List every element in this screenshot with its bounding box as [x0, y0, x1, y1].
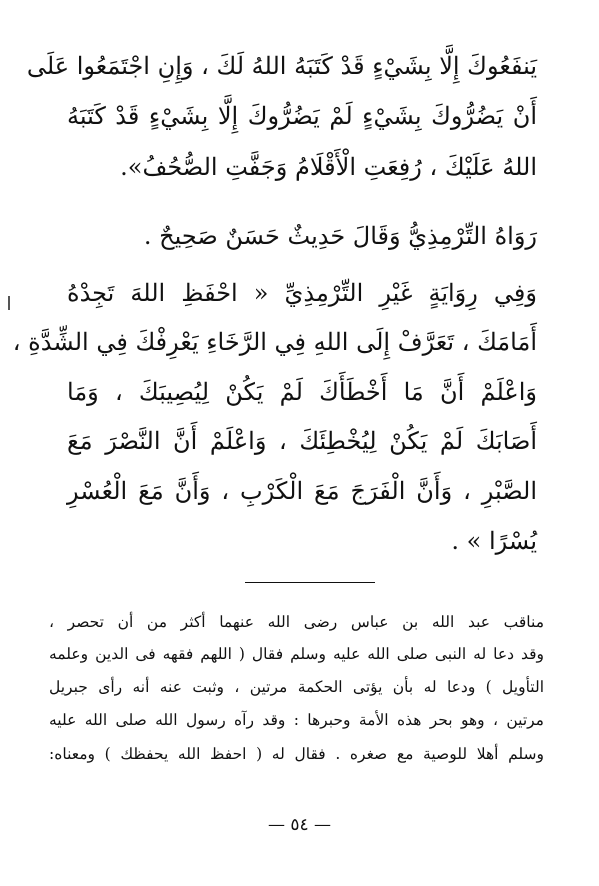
- body-line-7: وَاعْلَمْ أَنَّ مَا أَخْطَأَكَ لَمْ يَكُنْ لِيُصِيبَكَ ، وَمَا: [67, 378, 537, 406]
- footnote-line-5: وسلم أهلا للوصية مع صغره . فقال له ( احفظ الله يحفظك ) ومعناه:: [49, 745, 544, 763]
- footnote-line-1: مناقب عبد الله بن عباس رضى الله عنهما أكثر من أن تحصر ،: [49, 613, 544, 631]
- body-line-1: يَنفَعُوكَ إِلَّا بِشَيْءٍ قَدْ كَتَبَهُ اللهُ لَكَ ، وَإِنِ اجْتَمَعُوا عَلَى: [26, 52, 537, 80]
- page-number: — ٥٤ —: [267, 815, 332, 835]
- footnote-line-2: وقد دعا له النبى صلى الله عليه وسلم فقال ( اللهم فقهه فى الدين وعلمه: [49, 645, 544, 663]
- footnote-separator: [245, 582, 375, 583]
- body-line-6: أَمَامَكَ ، تَعَرَّفْ إِلَى اللهِ فِي الرَّخَاءِ يَعْرِفْكَ فِي الشِّدَّةِ ،: [12, 328, 537, 356]
- body-line-3: اللهُ عَلَيْكَ ، رُفِعَتِ الْأَقْلَامُ وَجَفَّتِ الصُّحُفُ».: [120, 153, 537, 181]
- margin-mark: [8, 296, 10, 310]
- body-line-8: أَصَابَكَ لَمْ يَكُنْ لِيُخْطِئَكَ ، وَاعْلَمْ أَنَّ النَّصْرَ مَعَ: [67, 427, 537, 455]
- body-line-9: الصَّبْرِ ، وَأَنَّ الْفَرَجَ مَعَ الْكَرْبِ ، وَأَنَّ مَعَ الْعُسْرِ: [67, 477, 537, 505]
- body-line-2: أَنْ يَضُرُّوكَ بِشَيْءٍ لَمْ يَضُرُّوكَ إِلَّا بِشَيْءٍ قَدْ كَتَبَهُ: [67, 102, 537, 130]
- footnote-line-3: التأويل ) ودعا له بأن يؤتى الحكمة مرتين ، وثبت عنه أنه رأى جبريل: [49, 678, 544, 696]
- footnote-line-4: مرتين ، وهو بحر هذه الأمة وحبرها : وقد رآه رسول الله صلى الله عليه: [49, 711, 544, 729]
- body-line-4: رَوَاهُ التِّرْمِذِيُّ وَقَالَ حَدِيثٌ حَسَنٌ صَحِيحٌ .: [143, 222, 537, 250]
- body-line-5: وَفِي رِوَايَةٍ غَيْرِ التِّرْمِذِيِّ « احْفَظِ اللهَ تَجِدْهُ: [67, 279, 537, 307]
- body-line-10: يُسْرًا » .: [451, 527, 537, 555]
